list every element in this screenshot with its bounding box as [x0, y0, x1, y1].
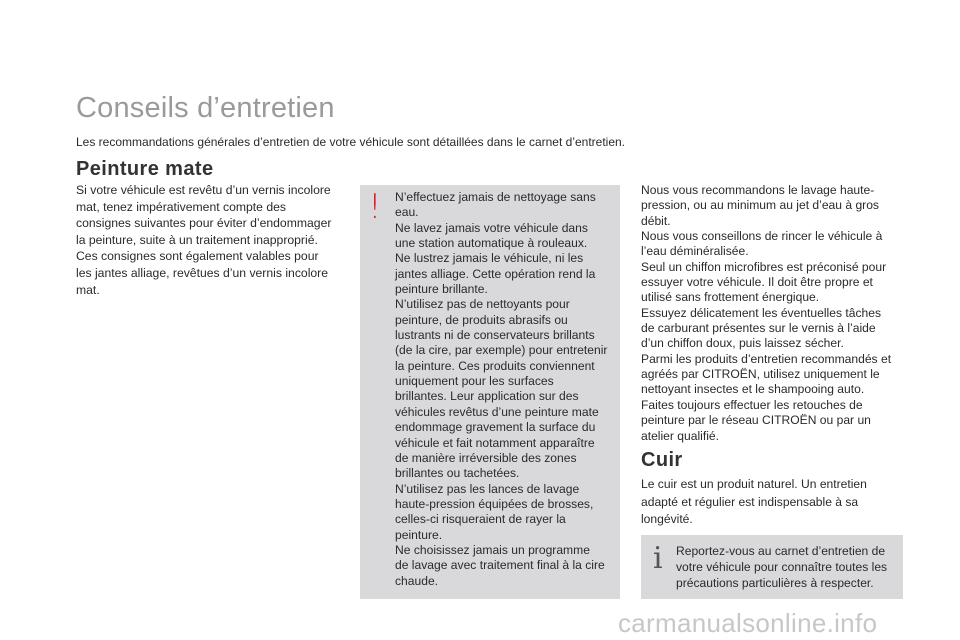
recommendation-line: utilisé sans frottement énergique. [641, 290, 820, 305]
recommendation-line: atelier qualifié. [641, 428, 719, 443]
peinture-line: mat, tenez impérativement compte des [76, 199, 286, 214]
intro-text: Les recommandations générales d’entretien de votre véhicule sont détaillées dans le carnet d’entretien. [76, 135, 625, 149]
warning-line: Ne lavez jamais votre véhicule dans [395, 220, 588, 235]
peinture-body [76, 182, 338, 298]
warning-line: brillantes ou tachetées. [395, 466, 520, 481]
page-title: Conseils d’entretien [76, 92, 335, 124]
warning-line: chaude. [395, 573, 439, 588]
warning-line: endommage gravement la surface du [395, 420, 596, 435]
warning-line: eau. [395, 205, 419, 220]
warning-line: peinture. [395, 527, 443, 542]
peinture-line: Si votre véhicule est revêtu d’un vernis incolore [76, 183, 331, 197]
recommendation-line: nettoyant insectes et le shampooing auto. [641, 382, 865, 397]
warning-line: N’effectuez jamais de nettoyage sans [395, 190, 596, 204]
warning-line: de lavage avec traitement final à la cire [395, 558, 605, 573]
peinture-heading: Peinture mate [76, 158, 214, 180]
recommendation-line: Seul un chiffon microfibres est préconisé pour [641, 259, 887, 274]
recommendation-line: débit. [641, 213, 671, 228]
warning-line: brillantes. Leur application sur des [395, 389, 579, 404]
recommendation-line: Nous vous conseillons de rincer le véhicule à [641, 229, 883, 244]
peinture-line: les jantes alliage, revêtues d’un vernis incolore [76, 265, 329, 280]
peinture-line: Ces consignes sont également valables pour [76, 249, 319, 264]
warning-line: peinture, de produits abrasifs ou [395, 312, 568, 327]
recommendation-line: essuyer votre véhicule. Il doit être propre et [641, 275, 873, 290]
recommendation-line: Faites toujours effectuer les retouches de [641, 397, 863, 412]
cuir-line: adapté et régulier est indispensable à sa [641, 494, 859, 509]
recommendation-line: Essuyez délicatement les éventuelles tâches [641, 305, 881, 320]
peinture-line: la peinture, suite à un traitement inapproprié. [76, 232, 318, 247]
cuir-heading: Cuir [641, 449, 683, 471]
info-icon: i [653, 541, 663, 576]
warning-line: N’utilisez pas de nettoyants pour [395, 297, 570, 312]
warning-line: peinture brillante. [395, 282, 488, 297]
cuir-line: longévité. [641, 512, 693, 527]
recommendation-line: d’un chiffon doux, puis laissez sécher. [641, 336, 844, 351]
warning-line: haute-pression équipées de brosses, [395, 496, 594, 511]
info-text [676, 543, 898, 591]
warning-line: la peinture. Ces produits conviennent [395, 358, 595, 373]
info-line: Reportez-vous au carnet d’entretien de [676, 544, 886, 558]
recommendation-line: Parmi les produits d’entretien recommandés et [641, 351, 892, 366]
recommendation-line: l’eau déminéralisée. [641, 244, 749, 259]
cuir-body [641, 476, 891, 529]
recommendation-line: peinture par le réseau CITROËN ou par un [641, 413, 871, 428]
recommendation-line: agréés par CITROËN, utilisez uniquement le [641, 367, 880, 382]
warning-line: Ne choisissez jamais un programme [395, 542, 590, 557]
warning-line: véhicules revêtus d’une peinture mate [395, 404, 599, 419]
cuir-line: Le cuir est un produit naturel. Un entretien [641, 477, 867, 491]
info-line: votre véhicule pour connaître toutes les [676, 560, 888, 574]
warning-line: jantes alliage. Cette opération rend la [395, 266, 596, 281]
warning-line: N’utilisez pas les lances de lavage [395, 481, 580, 496]
watermark: carmanualsonline.info [618, 608, 878, 638]
recommendation-line: de carburant présentes sur le vernis à l’aide [641, 321, 876, 336]
recommendation-line: Nous vous recommandons le lavage haute- [641, 183, 875, 197]
warning-line: véhicule et fait notamment apparaître [395, 435, 595, 450]
warning-line: de manière irréversible des zones [395, 450, 577, 465]
peinture-line: consignes suivantes pour éviter d’endommager [76, 216, 332, 231]
warning-line: uniquement pour les surfaces [395, 374, 554, 389]
info-line: précautions particulières à respecter. [676, 576, 874, 590]
peinture-line: mat. [76, 282, 100, 297]
warning-line: (de la cire, par exemple) pour entretenir [395, 343, 608, 358]
recommendations-text [641, 183, 903, 444]
warning-line: lustrants ni de conservateurs brillants [395, 328, 595, 343]
warning-line: celles-ci risqueraient de rayer la [395, 512, 566, 527]
exclamation-warning-icon: ! [368, 187, 382, 227]
recommendation-line: pression, ou au minimum au jet d’eau à gros [641, 198, 879, 213]
warning-line: Ne lustrez jamais le véhicule, ni les [395, 251, 584, 266]
warning-text [395, 190, 610, 589]
warning-line: une station automatique à rouleaux. [395, 236, 588, 251]
